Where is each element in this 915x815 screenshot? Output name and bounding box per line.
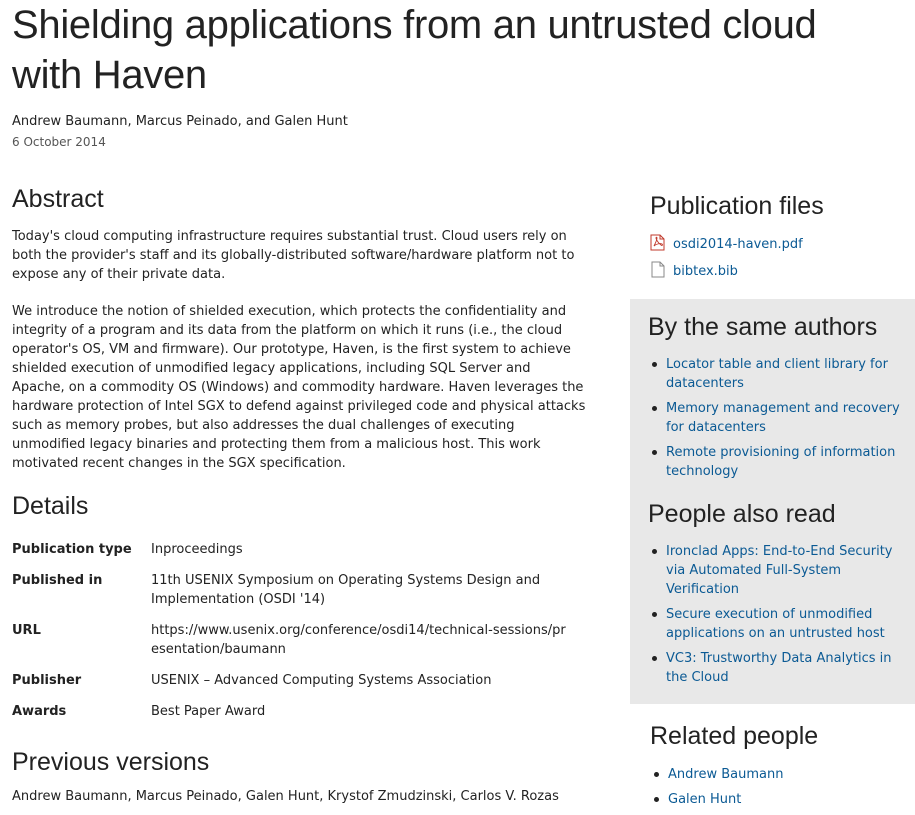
publication-files-heading: Publication files <box>650 192 824 220</box>
also-read-link[interactable]: Ironclad Apps: End-to-End Security via Automated Full-System Verification <box>666 544 893 597</box>
details-label: Published in <box>12 573 103 588</box>
page-title: Shielding applications from an untrusted cloud with Haven <box>12 3 817 97</box>
details-label: Awards <box>12 704 67 719</box>
bibtex-download-link[interactable]: bibtex.bib <box>673 264 738 279</box>
details-value: Best Paper Award <box>151 704 266 719</box>
same-author-link[interactable]: Remote provisioning of information technology <box>666 445 896 479</box>
also-read-link[interactable]: Secure execution of unmodified applications on an untrusted host <box>666 607 885 641</box>
same-author-link[interactable]: Locator table and client library for datacenters <box>666 357 888 391</box>
details-heading: Details <box>12 492 89 520</box>
pdf-file-icon <box>650 234 664 250</box>
people-also-read-heading: People also read <box>648 500 836 528</box>
details-value: USENIX – Advanced Computing Systems Association <box>151 673 492 688</box>
same-author-link[interactable]: Memory management and recovery for datacenters <box>666 401 900 435</box>
abstract-paragraph-2: We introduce the notion of shielded execution, which protects the confidentiality and integrity of a program and its data from the platform on which it runs (i.e., the cloud operator's OS, VM and firmware). Our prototype, Haven, is the first system to achieve shielded execution of unmodified legacy applications, including SQL Server and Apache, on a commodity OS (Windows) and commodity hardware. Haven leverages the hardware protection of Intel SGX to defend against privileged code and physical attacks such as memory probes, but also addresses the dual challenges of executing unmodified legacy binaries and protecting them from a malicious host. This work motivated recent changes in the SGX specification. <box>12 304 586 471</box>
publication-url-link[interactable]: https://www.usenix.org/conference/osdi14/technical-sessions/presentation/baumann <box>151 623 566 657</box>
related-person-link[interactable]: Andrew Baumann <box>668 767 784 782</box>
details-value: Inproceedings <box>151 542 243 557</box>
list-item <box>648 399 908 437</box>
list-item <box>648 443 908 481</box>
previous-versions-heading: Previous versions <box>12 748 210 776</box>
previous-versions-authors: Andrew Baumann, Marcus Peinado, Galen Hunt, Krystof Zmudzinski, Carlos V. Rozas <box>12 789 559 804</box>
author-list: Andrew Baumann, Marcus Peinado, and Galen Hunt <box>12 114 348 129</box>
abstract-heading: Abstract <box>12 185 104 213</box>
details-value: 11th USENIX Symposium on Operating Systems Design and Implementation (OSDI '14) <box>151 573 541 607</box>
abstract-paragraph-1: Today's cloud computing infrastructure requires substantial trust. Cloud users rely on both the provider's staff and its globally-distributed software/hardware platform not to expose any of their private data. <box>12 229 575 282</box>
publication-date: 6 October 2014 <box>12 135 106 149</box>
details-label: Publication type <box>12 542 132 557</box>
pdf-download-link[interactable]: osdi2014-haven.pdf <box>673 237 803 252</box>
document-icon <box>650 261 664 277</box>
list-item <box>648 605 908 643</box>
same-authors-list <box>648 355 908 487</box>
details-label: Publisher <box>12 673 82 688</box>
list-item <box>648 542 908 599</box>
also-read-link[interactable]: VC3: Trustworthy Data Analytics in the Cloud <box>666 651 892 685</box>
related-people-list <box>650 765 910 815</box>
people-also-read-list <box>648 542 908 693</box>
related-people-heading: Related people <box>650 722 819 750</box>
same-authors-heading: By the same authors <box>648 313 878 341</box>
related-person-link[interactable]: Galen Hunt <box>668 792 742 807</box>
list-item <box>648 649 908 687</box>
list-item <box>650 765 910 784</box>
details-label: URL <box>12 623 41 638</box>
list-item <box>648 355 908 393</box>
